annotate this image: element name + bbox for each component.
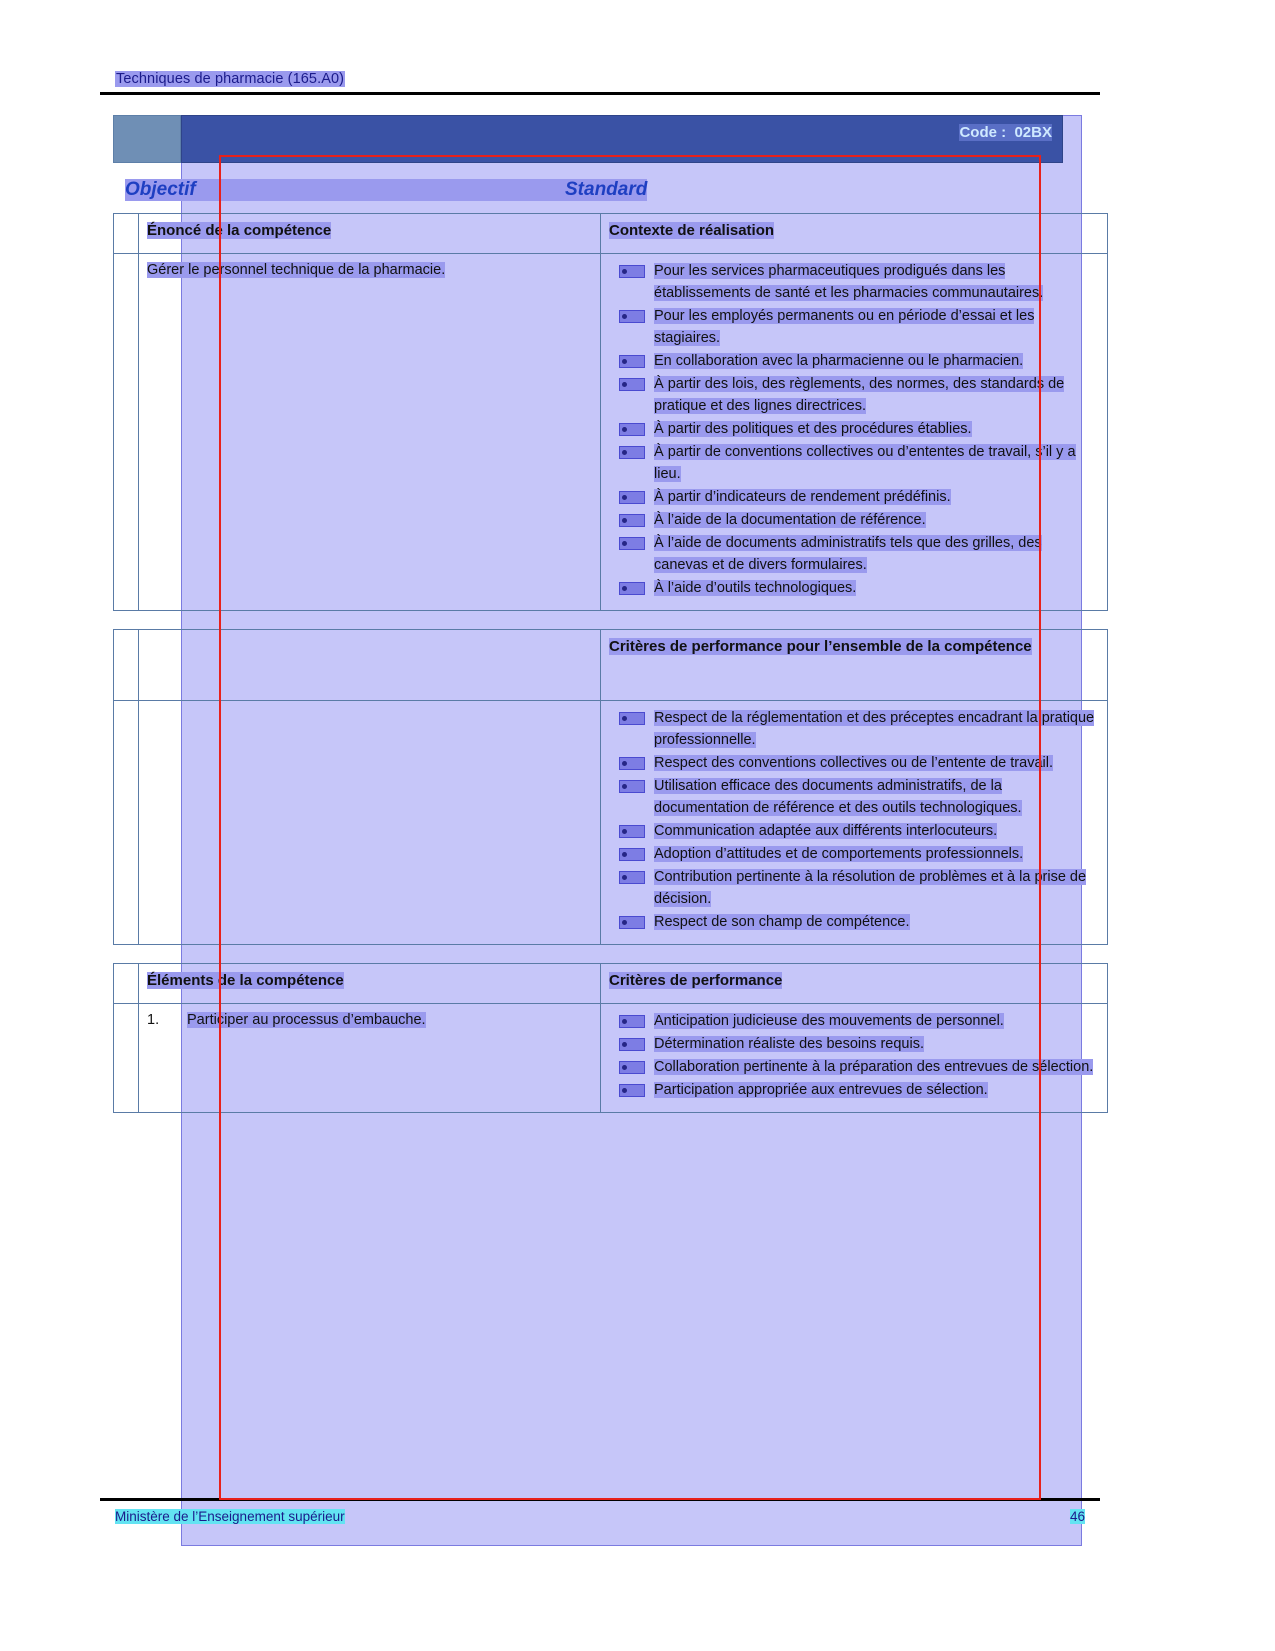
- table-row: [114, 1003, 1108, 1112]
- footer-page-number: 46: [1069, 1509, 1085, 1524]
- competence-left-header-cell: [139, 214, 601, 254]
- element-text: Participer au processus d’embauche.: [187, 1011, 426, 1028]
- bullet-icon: [619, 712, 645, 725]
- bullet-icon: [619, 537, 645, 550]
- code-label: Code : 02BX: [959, 124, 1052, 141]
- bullet-icon: [619, 378, 645, 391]
- header-divider: [100, 92, 1100, 95]
- document-body: [113, 115, 1095, 1321]
- global-gutter: [114, 629, 139, 700]
- list-item: À partir de conventions collectives ou d’ententes de travail, s’il y a lieu.: [609, 441, 1099, 485]
- bullet-icon: [619, 871, 645, 884]
- bullet-icon: [619, 310, 645, 323]
- bullet-icon: [619, 582, 645, 595]
- elements-header: Éléments de la compétence: [147, 972, 344, 990]
- competence-context-cell: [601, 253, 1108, 610]
- list-item: Pour les services pharmaceutiques prodigués dans les établissements de santé et les pharmacies communautaires.: [609, 260, 1099, 304]
- element-criteria-list: [609, 1010, 1099, 1101]
- bullet-icon: [619, 757, 645, 770]
- bullet-icon: [619, 423, 645, 436]
- competence-right-header-cell: [601, 214, 1108, 254]
- list-item: Collaboration pertinente à la préparation des entrevues de sélection.: [609, 1056, 1099, 1078]
- competence-statement: Gérer le personnel technique de la pharmacie.: [147, 261, 446, 278]
- bullet-icon: [619, 916, 645, 929]
- global-content-left-cell: [139, 700, 601, 944]
- objectif-title: Objectif: [125, 179, 565, 201]
- global-criteria-list: [609, 707, 1099, 933]
- elements-header-row: [114, 964, 1108, 1004]
- list-item: Pour les employés permanents ou en période d’essai et les stagiaires.: [609, 305, 1099, 349]
- elements-gutter: [114, 964, 139, 1004]
- enonce-header: Énoncé de la compétence: [147, 222, 332, 239]
- code-band: [113, 115, 1063, 163]
- program-title: Techniques de pharmacie (165.A0): [116, 71, 345, 87]
- competence-header-row: [114, 214, 1108, 254]
- list-item: Respect de la réglementation et des préceptes encadrant la pratique professionnelle.: [609, 707, 1099, 751]
- list-item: Respect des conventions collectives ou de l’entente de travail.: [609, 752, 1099, 774]
- code-band-right: [181, 115, 1063, 163]
- bullet-icon: [619, 265, 645, 278]
- list-item: À partir d’indicateurs de rendement prédéfinis.: [609, 486, 1099, 508]
- elements-block: [113, 963, 1108, 1113]
- list-item: Adoption d’attitudes et de comportements professionnels.: [609, 843, 1099, 865]
- bullet-icon: [619, 825, 645, 838]
- global-criteria-content-row: [114, 700, 1108, 944]
- bullet-icon: [619, 1038, 645, 1051]
- bullet-icon: [619, 848, 645, 861]
- global-criteria-block: [113, 629, 1108, 945]
- list-item: À partir des lois, des règlements, des normes, des standards de pratique et des lignes directrices.: [609, 373, 1099, 417]
- list-item: À l’aide d’outils technologiques.: [609, 577, 1099, 599]
- list-item: Contribution pertinente à la résolution de problèmes et à la prise de décision.: [609, 866, 1099, 910]
- context-list: [609, 260, 1099, 599]
- global-criteria-header-row: [114, 629, 1108, 700]
- bullet-icon: [619, 446, 645, 459]
- bullet-icon: [619, 514, 645, 527]
- element-numbered-list: [147, 1010, 592, 1032]
- element-cell: [139, 1003, 601, 1112]
- bullet-icon: [619, 491, 645, 504]
- bullet-icon: [619, 1015, 645, 1028]
- competence-statement-cell: [139, 253, 601, 610]
- list-item: À partir des politiques et des procédures établies.: [609, 418, 1099, 440]
- objectif-standard-row: [113, 167, 1063, 213]
- list-item: Communication adaptée aux différents interlocuteurs.: [609, 820, 1099, 842]
- elements-row-gutter: [114, 1003, 139, 1112]
- list-item: Utilisation efficace des documents administratifs, de la documentation de référence et des outils technologiques.: [609, 775, 1099, 819]
- global-criteria-header: Critères de performance pour l’ensemble de la compétence: [609, 637, 1032, 655]
- global-criteria-cell: [601, 700, 1108, 944]
- competence-gutter: [114, 214, 139, 254]
- bullet-icon: [619, 355, 645, 368]
- global-header-cell: [601, 629, 1108, 700]
- footer-ministry: Ministère de l’Enseignement supérieur: [115, 1509, 345, 1524]
- competence-content-gutter: [114, 253, 139, 610]
- page-header: [115, 70, 1100, 88]
- footer-divider: [100, 1498, 1100, 1501]
- bullet-icon: [619, 1061, 645, 1074]
- elements-left-header-cell: [139, 964, 601, 1004]
- list-item: À l’aide de documents administratifs tels que des grilles, des canevas et de divers formulaires.: [609, 532, 1099, 576]
- code-value: 02BX: [1014, 124, 1052, 141]
- bullet-icon: [619, 780, 645, 793]
- list-item: En collaboration avec la pharmacienne ou le pharmacien.: [609, 350, 1099, 372]
- element-criteria-cell: [601, 1003, 1108, 1112]
- bullet-icon: [619, 1084, 645, 1097]
- global-content-gutter: [114, 700, 139, 944]
- list-item: À l’aide de la documentation de référence.: [609, 509, 1099, 531]
- elements-right-header-cell: [601, 964, 1108, 1004]
- competence-content-row: [114, 253, 1108, 610]
- list-item: Anticipation judicieuse des mouvements de personnel.: [609, 1010, 1099, 1032]
- contexte-header: Contexte de réalisation: [609, 222, 775, 239]
- page-tail-space: [113, 1131, 1063, 1321]
- list-item: [147, 1010, 592, 1032]
- criteres-header: Critères de performance: [609, 972, 783, 990]
- list-item: Détermination réaliste des besoins requis.: [609, 1033, 1099, 1055]
- competence-block: [113, 213, 1108, 611]
- list-item: Respect de son champ de compétence.: [609, 911, 1099, 933]
- element-number: 1.: [147, 1011, 160, 1028]
- page-footer: [115, 1509, 1085, 1524]
- list-item: Participation appropriée aux entrevues de sélection.: [609, 1079, 1099, 1101]
- code-band-left: [113, 115, 181, 163]
- global-left-empty-cell: [139, 629, 601, 700]
- standard-title: Standard: [565, 179, 648, 200]
